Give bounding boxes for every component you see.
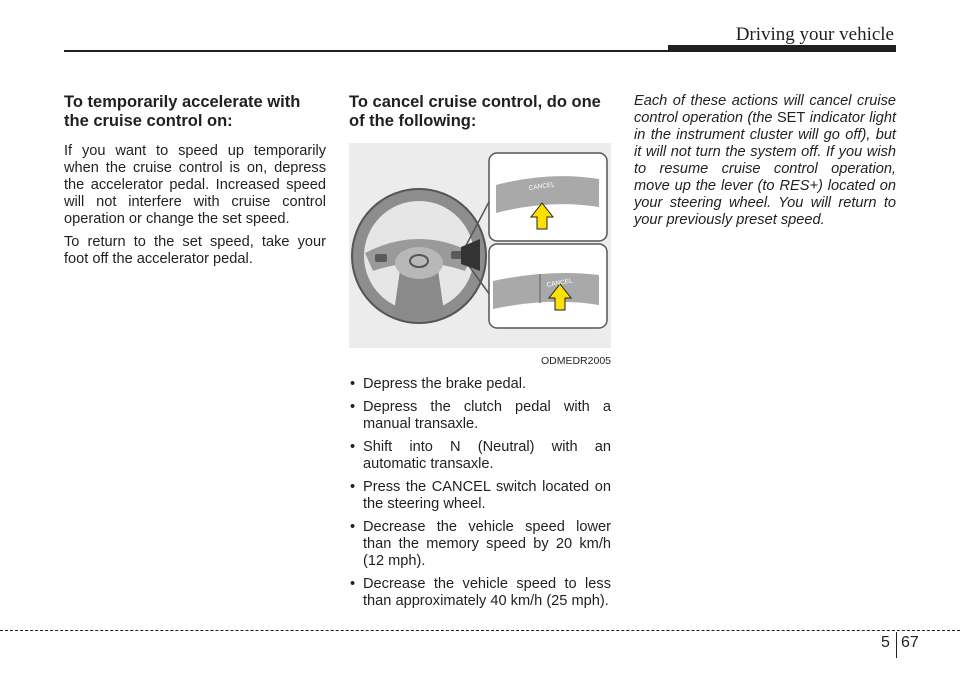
steering-wheel-figure (349, 143, 611, 367)
cancel-methods-list (349, 376, 611, 610)
section-title: Driving your vehicle (735, 24, 894, 45)
page-number: 67 (901, 634, 919, 651)
steering-wheel-illustration (349, 143, 611, 348)
page-number-separator (896, 632, 897, 658)
column-note (634, 93, 896, 229)
figure-code: ODMEDR2005 (540, 355, 611, 367)
paragraph-return-speed: To return to the set speed, take your foot off the accelerator pedal. (64, 234, 326, 267)
list-item: • Shift into N (Neutral) with an automatic transaxle. (349, 439, 611, 473)
heading-cancel-cruise: To cancel cruise control, do one of the following: (349, 93, 601, 130)
list-item: • Press the CANCEL switch located on the steering wheel. (349, 479, 611, 513)
note-paragraph (634, 93, 896, 229)
list-item: • Decrease the vehicle speed to less than approximately 40 km/h (25 mph). (349, 576, 611, 610)
paragraph-accelerate: If you want to speed up temporarily when the cruise control is on, depress the accelerator pedal. Increased speed will not interfere with cruise control operation or change the set speed. (64, 143, 326, 227)
note-set-indicator: SET (776, 110, 806, 126)
heading-temporarily-accelerate: To temporarily accelerate with the cruise control on: (64, 93, 301, 130)
cancel-label-bottom: CANCEL (546, 277, 574, 289)
header-rule-thin (64, 50, 670, 52)
cancel-label-top: CANCEL (528, 181, 556, 192)
column-cancel (349, 93, 611, 616)
list-item: • Depress the brake pedal. (349, 376, 611, 393)
column-accelerate (64, 93, 326, 274)
note-text-part1: Each of these actions will cancel cruise control operation (the (634, 93, 896, 126)
list-item: • Decrease the vehicle speed lower than the memory speed by 20 km/h (12 mph). (349, 519, 611, 570)
chapter-number: 5 (881, 634, 890, 651)
header-rule-thick (668, 45, 896, 52)
note-text-part2: indicator light in the instrument cluster will go off), but it will not turn the system off. If you wish to resume cruise control operation, move up the lever (to RES+) located on your steering wheel. You will return to your previously preset speed. (634, 110, 897, 228)
footer-dashed-rule (0, 630, 960, 631)
list-item: • Depress the clutch pedal with a manual transaxle. (349, 399, 611, 433)
